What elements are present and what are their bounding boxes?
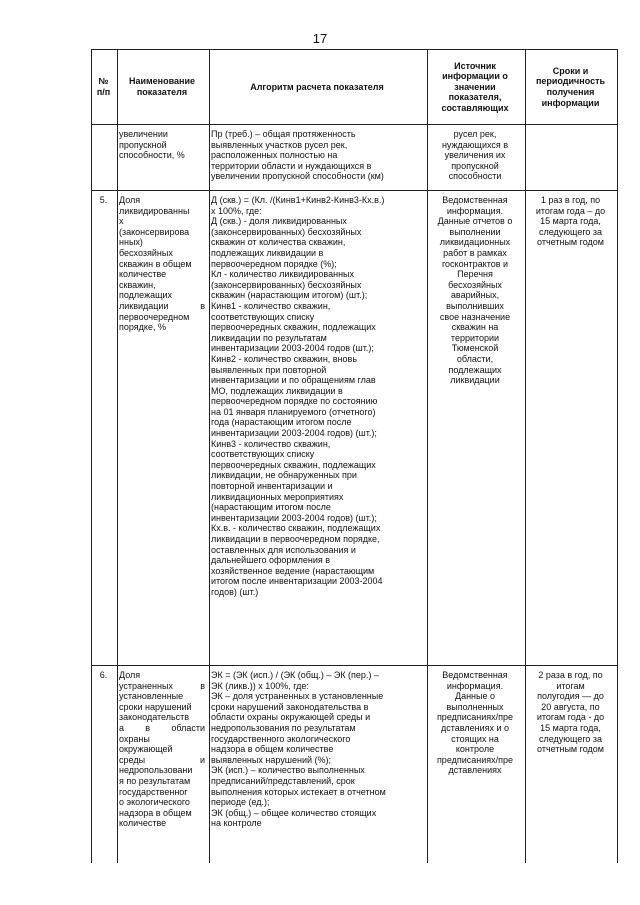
cell-line: предписаниях/пре <box>436 754 514 765</box>
cell-line: показателя, <box>448 92 502 103</box>
header-source <box>429 50 521 124</box>
cell-line: пропускной <box>451 160 499 171</box>
cell-line: Наименование <box>128 76 196 87</box>
cell-line: получения <box>546 87 595 97</box>
cell-line: выявленных при повторной <box>211 364 327 375</box>
cell-line: Источник <box>454 60 496 71</box>
header-num <box>92 50 115 124</box>
information-source <box>429 670 521 776</box>
cell-line: Кинв1 - количество скважин, <box>211 300 331 311</box>
cell-line: устраненных в <box>119 680 205 691</box>
cell-line: ликвидации в <box>119 300 205 311</box>
cell-line: Доля <box>119 670 141 680</box>
cell-line: повторной инвентаризации и <box>211 481 333 492</box>
cell-line: п/п <box>96 87 111 97</box>
calculation-algorithm <box>211 129 423 182</box>
cell-line: Алгоритм расчета показателя <box>250 81 384 92</box>
cell-line: х <box>119 216 124 227</box>
cell-line: 15 марта года, <box>540 216 601 227</box>
cell-line: 2 раза в год, по <box>538 670 603 680</box>
cell-line: скважин от количества скважин, <box>211 237 346 248</box>
cell-line: первоочередном порядке по состоянию <box>211 396 378 407</box>
cell-line: хозяйственное ведение (нарастающим <box>211 565 375 576</box>
cell-line: х 100%, где: <box>211 205 262 216</box>
cell-line: отчетным годом <box>537 237 604 248</box>
cell-line: выполненных <box>446 701 504 712</box>
cell-line: 15 марта года, <box>540 722 601 733</box>
cell-line: нных) <box>119 237 143 248</box>
cell-line: надзора в общем количестве <box>211 744 334 755</box>
calculation-algorithm <box>211 670 423 829</box>
cell-line: количестве <box>119 269 167 280</box>
cell-line: первоочередном порядке (%); <box>211 258 337 269</box>
cell-line: первоочередных скважин, подлежащих <box>211 322 376 333</box>
cell-line: территории области и нуждающихся в <box>211 160 372 171</box>
cell-line: Ведомственная <box>442 195 508 205</box>
cell-line: а в области <box>119 722 205 733</box>
cell-line: дальнейшего оформления в <box>211 555 331 566</box>
cell-line: итогам года - до <box>536 712 605 723</box>
cell-line: надзора в общем <box>119 807 192 818</box>
cell-line: скважин, <box>119 279 156 290</box>
cell-line: итогам <box>556 680 585 691</box>
cell-line: скважин (нарастающим итогом) (шт.); <box>211 290 368 301</box>
cell-line: Данные отчетов о <box>437 216 513 227</box>
cell-line: госконтрактов и <box>441 258 509 269</box>
cell-line: соответствующих списку <box>211 449 315 460</box>
row-number: 5. <box>99 195 108 205</box>
cell-line: МО, подлежащих ликвидации в <box>211 385 343 396</box>
cell-line: контроле <box>455 744 495 755</box>
cell-line: законодательств <box>119 712 190 723</box>
cell-line: на контроле <box>211 818 262 829</box>
page-number: 17 <box>312 31 328 46</box>
cell-line: (законсервированных) бесхозяйных <box>211 279 362 290</box>
cell-line: информации <box>541 97 600 108</box>
cell-line: территории <box>450 332 500 343</box>
cell-line: года (нарастающим итогом после <box>211 417 352 428</box>
cell-line: годов) (шт.) <box>211 586 259 597</box>
reporting-timing <box>527 670 614 755</box>
cell-line: Кинв3 - количество скважин, <box>211 438 331 449</box>
cell-line: области, <box>456 353 494 364</box>
cell-line: недропользования по результатам <box>211 722 356 733</box>
cell-line: Тюменской <box>451 343 499 354</box>
cell-line: подлежащих <box>119 290 173 301</box>
cell-line: увеличении <box>119 129 168 139</box>
cell-line: (нарастающим итогом после <box>211 502 331 513</box>
cell-line: количестве <box>119 818 167 829</box>
information-source <box>429 195 521 386</box>
cell-line: Данные о <box>454 691 496 702</box>
cell-line: среды и <box>119 754 205 765</box>
cell-line: выполнении <box>449 226 501 237</box>
cell-line: итогом после инвентаризации 2003-2004 <box>211 576 383 587</box>
cell-line: инвентаризации 2003-2004 годов) (шт.); <box>211 512 377 523</box>
cell-line: следующего за <box>538 733 603 744</box>
cell-line: ЭК (ликв.)) х 100%, где: <box>211 680 309 691</box>
cell-line: следующего за <box>538 226 603 237</box>
cell-line: выявленных участков русел рек, <box>211 139 348 150</box>
cell-line: Пр (треб.) – общая протяженность <box>211 129 356 139</box>
cell-line: аварийных, <box>450 290 500 301</box>
cell-line: итогам года – до <box>535 205 606 216</box>
cell-line: Д (скв.) - доля ликвидированных <box>211 216 347 227</box>
cell-line: соответствующих списку <box>211 311 315 322</box>
header-algorithm <box>211 50 423 124</box>
cell-line: способности, % <box>119 150 185 161</box>
cell-line: № <box>98 76 109 87</box>
cell-line: инвентаризации и по обращениям глав <box>211 375 376 386</box>
cell-line: первоочередных скважин, подлежащих <box>211 459 376 470</box>
cell-line: инвентаризации 2003-2004 годов) (шт.); <box>211 428 377 439</box>
cell-line: ликвидации, не обнаруженных при <box>211 470 357 481</box>
cell-line: Кинв2 - количество скважин, вновь <box>211 353 358 364</box>
cell-line: пропускной <box>119 139 167 150</box>
cell-line: Перечня <box>457 269 493 280</box>
cell-line: способности <box>448 171 502 182</box>
calculation-algorithm <box>211 195 423 598</box>
cell-line: ликвидированны <box>119 205 190 216</box>
cell-line: составляющих <box>441 102 509 113</box>
indicator-name <box>119 670 205 829</box>
cell-line: (законсервирова <box>119 226 190 237</box>
cell-line: предписаний/представлений, срок <box>211 775 355 786</box>
row-number: 6. <box>99 670 108 680</box>
indicator-name <box>119 195 205 333</box>
cell-line: увеличения их <box>444 150 506 161</box>
cell-line: государственног <box>119 786 188 797</box>
cell-line: порядке, % <box>119 322 166 333</box>
cell-line: показателя <box>136 87 188 97</box>
cell-line: информация. <box>446 205 504 216</box>
cell-line: ЭК (общ.) – общее количество стоящих <box>211 807 377 818</box>
cell-line: русел рек, <box>453 129 497 139</box>
cell-line: дставлениях <box>448 765 502 776</box>
cell-line: подлежащих <box>448 364 502 375</box>
cell-line: работ в рамках <box>443 247 507 258</box>
cell-line: увеличении пропускной способности (км) <box>211 171 384 182</box>
header-name <box>119 50 205 124</box>
information-source <box>429 129 521 182</box>
cell-line: полугодия — до <box>537 691 604 702</box>
cell-line: нуждающихся в <box>441 139 509 150</box>
cell-line: Сроки и <box>552 65 589 76</box>
cell-line: Кх.в. - количество скважин, подлежащих <box>211 523 381 534</box>
cell-line: информация. <box>446 680 504 691</box>
cell-line: Кл - количество ликвидированных <box>211 269 355 280</box>
cell-line: Доля <box>119 195 141 205</box>
cell-line: значении <box>454 81 496 92</box>
cell-line: Ведомственная <box>442 670 508 680</box>
cell-line: сроки нарушений <box>119 701 192 712</box>
cell-line: скважин на <box>451 322 499 333</box>
cell-line: выявленных нарушений (%); <box>211 754 331 765</box>
cell-line: недропользовани <box>119 765 193 776</box>
cell-line: отчетным годом <box>537 744 604 755</box>
indicator-name <box>119 129 205 161</box>
cell-line: окружающей <box>119 744 173 755</box>
cell-line: ЭК – доля устраненных в установленные <box>211 691 384 702</box>
cell-line: периодичность <box>535 76 606 87</box>
cell-line: информации о <box>442 71 508 82</box>
cell-line: области охраны окружающей среды и <box>211 712 371 723</box>
cell-line: выполнения которых истекает в отчетном <box>211 786 386 797</box>
cell-line: дставлениях и о <box>440 722 509 733</box>
cell-line: установленные <box>119 691 184 702</box>
cell-line: ЭК = (ЭК (исп.) / (ЭК (общ.) – ЭК (пер.) – <box>211 670 379 680</box>
cell-line: 1 раз в год, по <box>540 195 601 205</box>
cell-line: я по результатам <box>119 775 191 786</box>
cell-line: первоочередном <box>119 311 190 322</box>
cell-line: бесхозяйных <box>119 247 173 258</box>
header-timing <box>527 50 614 124</box>
cell-line: расположенных полностью на <box>211 150 338 161</box>
cell-line: скважин в общем <box>119 258 192 269</box>
cell-line: сроки нарушений законодательства в <box>211 701 369 712</box>
cell-line: выполнивших <box>446 300 504 311</box>
cell-line: (законсервированных) бесхозяйных <box>211 226 362 237</box>
cell-line: периоде (ед.); <box>211 797 270 808</box>
cell-line: ликвидации <box>450 375 500 386</box>
cell-line: государственного экологического <box>211 733 351 744</box>
cell-line: ликвидационных мероприятиях <box>211 491 344 502</box>
cell-line: оставленных для использования и <box>211 544 356 555</box>
cell-line: ликвидации по результатам <box>211 332 327 343</box>
cell-line: на 01 января планируемого (отчетного) <box>211 406 376 417</box>
cell-line: ликвидации в первоочередном порядке, <box>211 534 380 544</box>
indicator-table <box>91 49 618 863</box>
cell-line: свое назначение <box>439 311 511 322</box>
cell-line: стоящих на <box>451 733 499 744</box>
cell-line: ликвидационных <box>439 237 511 248</box>
reporting-timing <box>527 195 614 248</box>
cell-line: подлежащих ликвидации в <box>211 247 324 258</box>
cell-line: о экологического <box>119 797 190 808</box>
cell-line: инвентаризации 2003-2004 годов (шт.); <box>211 343 374 354</box>
cell-line: 20 августа, по <box>541 701 600 712</box>
cell-line: ЭК (исп.) – количество выполненных <box>211 765 365 776</box>
cell-line: предписаниях/пре <box>436 712 514 723</box>
cell-line: бесхозяйных <box>448 279 502 290</box>
cell-line: охраны <box>119 733 150 744</box>
cell-line: Д (скв.) = (Кл. /(Кинв1+Кинв2-Кинв3-Кх.в.) <box>211 195 385 205</box>
